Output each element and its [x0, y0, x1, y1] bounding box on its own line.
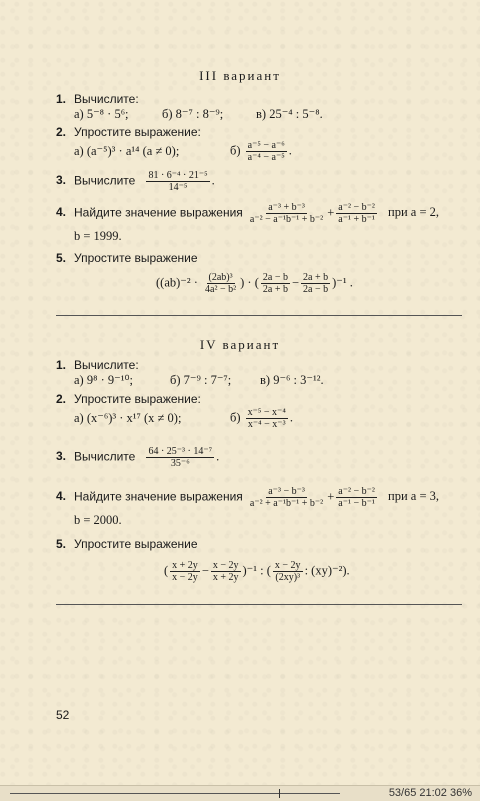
fraction [301, 272, 330, 295]
task-part-c: в) 25⁻⁴ : 5⁻⁸. [256, 107, 323, 121]
expr-part: )⁻¹ : ( [242, 563, 271, 578]
numerator: 64 · 25⁻³ · 14⁻⁷ [148, 446, 213, 457]
numerator: (2ab)³ [208, 272, 233, 283]
punct: . [289, 410, 293, 425]
fraction [203, 272, 238, 295]
fraction [246, 407, 288, 430]
fraction [146, 170, 209, 193]
divider [56, 315, 462, 316]
task-label: Вычислите: [74, 92, 139, 106]
variant-4-title: IV вариант [199, 337, 281, 352]
task-label: Упростите выражение [74, 251, 198, 265]
operator: − [291, 275, 300, 290]
v4-task-4 [56, 486, 466, 528]
operator: − [201, 563, 209, 578]
punct: . [288, 143, 292, 158]
v3-task-1 [56, 92, 466, 122]
punct: . [216, 449, 220, 464]
task-label: Упростите выражение [74, 537, 198, 551]
expression [156, 272, 466, 295]
task-part-c: в) 9⁻⁶ : 3⁻¹². [260, 373, 324, 387]
task-label: Упростите выражение: [74, 125, 201, 139]
task-part-b [230, 407, 293, 430]
divider [56, 604, 462, 605]
denominator: a⁻⁴ − a⁻⁵ [247, 152, 285, 163]
task-part-b: б) 8⁻⁷ : 8⁻⁹; [162, 107, 224, 121]
numerator: x − 2y [212, 560, 239, 571]
numerator: a⁻² − b⁻² [338, 202, 375, 213]
task-part-a: а) 5⁻⁸ · 5⁶; [74, 107, 129, 121]
v4-task-2 [56, 392, 466, 431]
progress-track[interactable] [10, 793, 340, 794]
fraction [170, 560, 200, 583]
operator: + [327, 205, 335, 220]
task-part-a: а) (x⁻⁶)³ · x¹⁷ (x ≠ 0); [74, 411, 182, 425]
task-number: 2. [56, 392, 67, 406]
fraction [246, 140, 287, 163]
part-label: б) [230, 143, 241, 158]
fraction [211, 560, 241, 583]
variant-3-title: III вариант [199, 68, 281, 83]
punct: . [211, 173, 215, 188]
numerator: a⁻⁵ − a⁻⁶ [247, 140, 285, 151]
expr-part: ((ab)⁻² · [156, 275, 198, 290]
denominator: a⁻² + a⁻¹b⁻¹ + b⁻² [249, 498, 324, 509]
v3-task-4 [56, 202, 466, 244]
numerator: 2a + b [303, 272, 329, 283]
v3-task-5 [56, 251, 466, 295]
task-number: 5. [56, 537, 67, 551]
denominator: a⁻² − a⁻¹b⁻¹ + b⁻² [249, 214, 324, 225]
task-label: Вычислите [74, 449, 136, 464]
reader-status-bar[interactable] [0, 785, 480, 801]
numerator: x⁻⁵ − x⁻⁴ [247, 407, 286, 418]
numerator: a⁻³ − b⁻³ [268, 486, 305, 497]
denominator: (2xy)³ [275, 572, 301, 583]
task-number: 1. [56, 358, 67, 372]
task-part-a: а) 9⁸ · 9⁻¹⁰; [74, 373, 133, 387]
task-number: 4. [56, 205, 67, 220]
expr-part: ( [164, 563, 169, 578]
fraction [336, 486, 377, 509]
condition: при a = 2, [388, 205, 439, 220]
numerator: 81 · 6⁻⁴ · 21⁻⁵ [148, 170, 208, 181]
task-number: 4. [56, 489, 67, 504]
denominator: 14⁻⁵ [168, 182, 188, 193]
task-label: Упростите выражение: [74, 392, 201, 406]
progress-thumb[interactable] [279, 789, 280, 798]
expr-part: )⁻¹ . [332, 275, 353, 290]
task-part-a: а) (a⁻⁵)³ · a¹⁴ (a ≠ 0); [74, 144, 180, 158]
numerator: a⁻² − b⁻² [338, 486, 375, 497]
task-label: Найдите значение выражения [74, 205, 243, 220]
denominator: 35⁻⁶ [170, 458, 190, 469]
condition-continued: b = 1999. [74, 229, 122, 243]
part-label: б) [230, 410, 241, 425]
task-number: 2. [56, 125, 67, 139]
numerator: x − 2y [274, 560, 301, 571]
fraction [248, 202, 325, 225]
denominator: a⁻¹ + b⁻¹ [338, 214, 375, 225]
numerator: a⁻³ + b⁻³ [268, 202, 305, 213]
task-number: 5. [56, 251, 67, 265]
fraction [336, 202, 377, 225]
page-number: 52 [56, 708, 70, 722]
denominator: x − 2y [172, 572, 198, 583]
denominator: x + 2y [212, 572, 239, 583]
condition-continued: b = 2000. [74, 513, 122, 527]
expr-part: : (xy)⁻²). [304, 563, 350, 578]
fraction [248, 486, 325, 509]
v3-task-2 [56, 125, 466, 164]
task-part-b [230, 140, 292, 163]
denominator: 2a + b [262, 284, 288, 295]
v4-task-5 [56, 537, 466, 583]
task-number: 1. [56, 92, 67, 106]
task-label: Вычислите [74, 173, 136, 188]
task-label: Найдите значение выражения [74, 489, 243, 504]
denominator: 2a − b [303, 284, 329, 295]
v4-task-3 [56, 446, 466, 469]
task-number: 3. [56, 173, 67, 188]
fraction [273, 560, 303, 583]
fraction [261, 272, 290, 295]
condition: при a = 3, [388, 489, 439, 504]
status-info: 53/65 21:02 36% [388, 787, 472, 799]
task-part-b: б) 7⁻⁹ : 7⁻⁷; [170, 373, 232, 387]
task-label: Вычислите: [74, 358, 139, 372]
v3-task-3 [56, 170, 466, 193]
task-number: 3. [56, 449, 67, 464]
operator: + [327, 489, 335, 504]
denominator: 4a² − b² [205, 284, 237, 295]
numerator: 2a − b [262, 272, 288, 283]
v4-task-1 [56, 358, 466, 388]
denominator: a⁻¹ − b⁻¹ [338, 498, 375, 509]
fraction [146, 446, 214, 469]
numerator: x + 2y [172, 560, 198, 571]
expr-part: ) · ( [240, 275, 259, 290]
expression [164, 560, 466, 583]
denominator: x⁻⁴ − x⁻³ [247, 419, 286, 430]
